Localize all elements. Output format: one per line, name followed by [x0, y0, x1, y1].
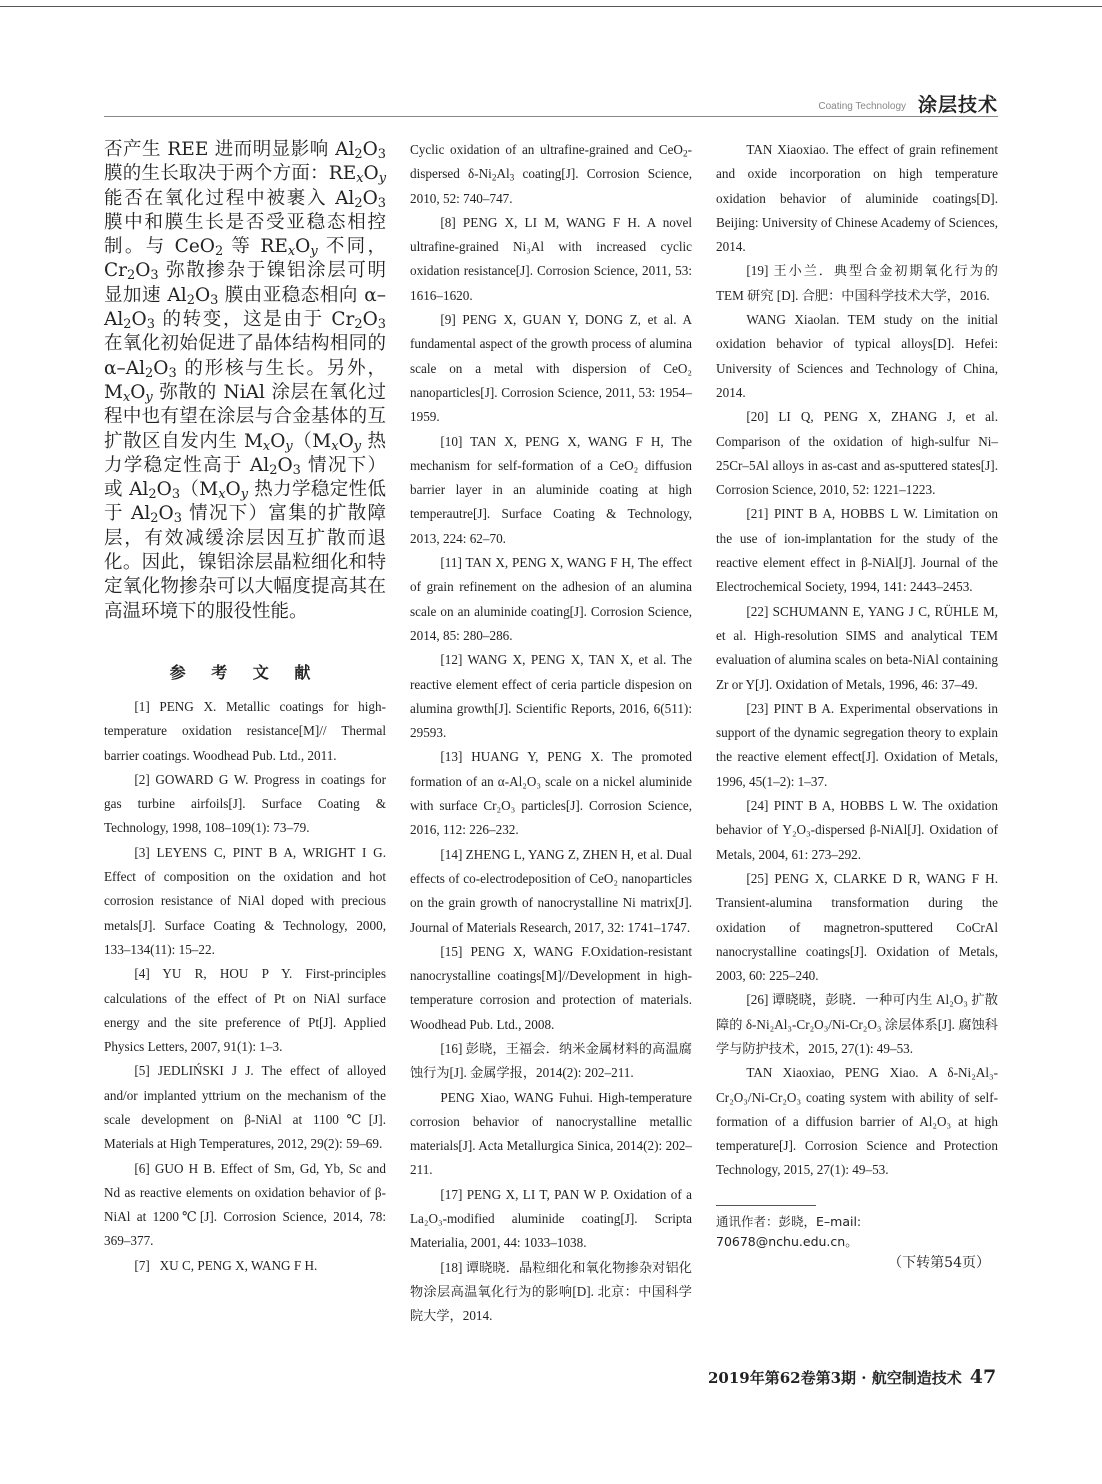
continued-note: （下转第54页） — [888, 1254, 990, 1271]
reference-item-translation: PENG Xiao, WANG Fuhui. High-temperature corrosion behavior of nanocrystalline metallic materials[J]. Acta Metallurgica Sinica, 2014(2): 202–211. — [410, 1089, 692, 1178]
reference-item: [12] WANG X, PENG X, TAN X, et al. The reactive element effect of ceria particle dispesion on alumina growth[J]. Scientific Reports, 2016, 6(511): 29593. — [410, 652, 692, 741]
reference-item: [17] PENG X, LI T, PAN W P. Oxidation of a La₂O₃-modified aluminide coating[J]. Scripta Materialia, 2001, 44: 1033–1038. — [410, 1186, 692, 1251]
reference-item: [25] PENG X, CLARKE D R, WANG F H. Transient-alumina transformation during the oxidation of magnetron-sputtered CoCrAl nanocrystalline coatings[J]. Oxidation of Metals, 2003, 60: 225–240. — [716, 870, 998, 984]
reference-item-translation: TAN Xiaoxiao, PENG Xiao. A δ-Ni₂Al₃-Cr₂O₃/Ni-Cr₂O₃ coating system with ability of self-formation of a diffusion barrier of Al₂O₃ at high temperature[J]. Corrosion Science and Protection Technology, 2015, 27(1): 49–53. — [716, 1065, 998, 1178]
reference-item: [14] ZHENG L, YANG Z, ZHEN H, et al. Dual effects of co-electrodeposition of CeO₂ nanoparticles on the grain growth of nanocrystalline Ni matrix[J]. Journal of Materials Research, 2017, 32: 1741–1747. — [410, 846, 692, 935]
corresponding-author: 通讯作者：彭晓，E–mail: 70678@nchu.edu.cn。 — [716, 1213, 862, 1249]
reference-item: [21] PINT B A, HOBBS L W. Limitation on the use of ion-implantation for the study of the reactive element effect in β-NiAl[J]. Journal of the Electrochemical Society, 1994, 141: 2443–2453. — [716, 506, 998, 595]
journal-section-en: Coating Technology — [818, 101, 906, 112]
reference-item: [5] JEDLIŃSKI J J. The effect of alloyed and/or implanted yttrium on the mechanism of the scale development on β-NiAl at 1100℃[J]. Materials at High Temperatures, 2012, 29(2): 59–69. — [104, 1063, 386, 1152]
reference-item: [2] GOWARD G W. Progress in coatings for gas turbine airfoils[J]. Surface Coating & Technology, 1998, 108–109(1): 73–79. — [104, 771, 386, 836]
reference-item: [15] PENG X, WANG F.Oxidation-resistant nanocrystalline coatings[M]//Development in high-temperature corrosion and protection of materials. Woodhead Pub. Ltd., 2008. — [410, 943, 692, 1032]
reference-item-start: [7] XU C, PENG X, WANG F H. — [134, 1257, 318, 1273]
reference-item: [10] TAN X, PENG X, WANG F H, The mechanism for self-formation of a CeO₂ diffusion barrier layer in an aluminide coating at high temperautre[J]. Surface Coating & Technology, 2013, 224: 62–70. — [410, 433, 692, 546]
column-1 — [104, 138, 386, 1278]
page-footer — [708, 1366, 998, 1388]
references-heading: 参 考 文 献 — [169, 662, 321, 682]
footnote-rule — [716, 1205, 816, 1206]
column-3 — [716, 138, 998, 1274]
header-rule — [104, 116, 998, 117]
reference-item: [6] GUO H B. Effect of Sm, Gd, Yb, Sc and Nd as reactive elements on oxidation behavior of β-NiAl at 1200℃[J]. Corrosion Science, 2014, 78: 369–377. — [104, 1160, 386, 1249]
top-rule — [0, 6, 1102, 7]
reference-item: [24] PINT B A, HOBBS L W. The oxidation behavior of Y₂O₃-dispersed β-NiAl[J]. Oxidation of Metals, 2004, 61: 273–292. — [716, 798, 998, 862]
reference-item: [13] HUANG Y, PENG X. The promoted formation of an α-Al₂O₃ scale on a nickel aluminide with surface Cr₂O₃ particles[J]. Corrosion Science, 2016, 112: 226–232. — [410, 749, 692, 838]
reference-item: [11] TAN X, PENG X, WANG F H, The effect of grain refinement on the adhesion of an alumina scale on an aluminide coating[J]. Corrosion Science, 2014, 85: 280–286. — [410, 555, 692, 643]
reference-item: [22] SCHUMANN E, YANG J C, RÜHLE M, et al. High-resolution SIMS and analytical TEM evaluation of alumina scales on beta-NiAl containing Zr or Y[J]. Oxidation of Metals, 1996, 46: 37–49. — [716, 603, 998, 692]
journal-section-cn: 涂层技术 — [917, 94, 998, 116]
reference-item: [1] PENG X. Metallic coatings for high-temperature oxidation resistance[M]// Thermal barrier coatings. Woodhead Pub. Ltd., 2011. — [104, 698, 386, 763]
reference-item: [16] 彭晓，王福会．纳米金属材料的高温腐蚀行为[J]. 金属学报，2014(2): 202–211. — [410, 1040, 692, 1081]
body-paragraph: 否产生 REE 进而明显影响 $Al_2O_3$ 膜的生长取决于两个方面：$RE_xO_y$ 能否在氧化过程中被裹入 $Al_2O_3$ 膜中和膜生长是否受亚稳态相控制。与 CeO$_2$ 等 $RE_xO_y$ 不同，$Cr_2O_3$ 弥散掺杂于镍铝涂层可明显加速 $Al_2O_3$ 膜由亚稳态相向 $\alpha-Al_2O_3$ 的转变，这是由于 $Cr_2O_3$ 在氧化初始促进了晶体结构相同的 $\alpha-Al_2O_3$ 的形核与生长。另外，$M_xO_y$ 弥散的 NiAl 涂层在氧化过程中也有望在涂层与合金基体的互扩散区自发内生 $M_xO_y(M_xO_y$ 热力学稳定性高于 $Al_2O_3$ 情况下）或 $Al_2O_3(M_xO_y$ 热力学稳定性低于 $Al_2O_3$ 情况下）富集的扩散障层，有效减缓涂层因互扩散而退化。因此，镍铝涂层晶粒细化和特定氧化物掺杂可以大幅度提高其在高温环境下的服役性能。 — [104, 139, 386, 622]
reference-item: [26] 谭晓晓，彭晓．一种可内生 Al₂O₃ 扩散障的 δ-Ni₂Al₃-Cr₂O₃/Ni-Cr₂O₃ 涂层体系[J]. 腐蚀科学与防护技术，2015, 27(1): 49–53. — [716, 992, 998, 1056]
reference-item-translation: WANG Xiaolan. TEM study on the initial oxidation behavior of typical alloys[D]. Hefei: University of Sciences and Technology of China, 2014. — [716, 312, 998, 400]
reference-item: [19] 王小兰．典型合金初期氧化行为的 TEM 研究 [D]. 合肥：中国科学技术大学，2016. — [716, 263, 998, 303]
page-header — [0, 0, 1102, 120]
reference-item: [9] PENG X, GUAN Y, DONG Z, et al. A fundamental aspect of the growth process of alumina scale on a metal with dispersion of CeO₂ nanoparticles[J]. Corrosion Science, 2011, 53: 1954–1959. — [410, 312, 692, 425]
reference-item: [20] LI Q, PENG X, ZHANG J, et al. Comparison of the oxidation of high-sulfur Ni–25Cr–5Al alloys in as-cast and as-sputtered states[J]. Corrosion Science, 2010, 52: 1221–1223. — [716, 409, 998, 498]
reference-item-translation: TAN Xiaoxiao. The effect of grain refinement and oxide incorporation on high temperature oxidation behavior of aluminide coatings[D]. Beijing: University of Chinese Academy of Sciences, 2014. — [716, 142, 998, 255]
reference-item: [4] YU R, HOU P Y. First-principles calculations of the effect of Pt on NiAl surface energy and the site preference of Pt[J]. Applied Physics Letters, 2007, 91(1): 1–3. — [104, 966, 386, 1055]
reference-item: [3] LEYENS C, PINT B A, WRIGHT I G. Effect of composition on the oxidation and hot corrosion resistance of NiAl doped with precious metals[J]. Surface Coating & Technology, 2000, 133–134(11): 15–22. — [104, 844, 386, 957]
reference-item: [8] PENG X, LI M, WANG F H. A novel ultrafine-grained Ni₃Al with increased cyclic oxidation resistance[J]. Corrosion Science, 2011, 53: 1616–1620. — [410, 214, 692, 303]
issue-info: 2019年第62卷第3期 · 航空制造技术 — [708, 1369, 962, 1387]
column-2 — [410, 138, 692, 1329]
reference-item: [23] PINT B A. Experimental observations in support of the dynamic segregation theory to explain the reactive element effect[J]. Oxidation of Metals, 1996, 45(1–2): 1–37. — [716, 700, 998, 789]
page-number: 47 — [969, 1366, 997, 1388]
reference-item: [18] 谭晓晓．晶粒细化和氧化物掺杂对铝化物涂层高温氧化行为的影响[D]. 北京：中国科学院大学，2014. — [410, 1259, 692, 1324]
reference-item-continued: Cyclic oxidation of an ultrafine-grained and CeO$_2$-dispersed $\delta-Ni_2Al_3$ coating[J]. Corrosion Science, 2010, 52: 740–747. — [410, 142, 692, 206]
